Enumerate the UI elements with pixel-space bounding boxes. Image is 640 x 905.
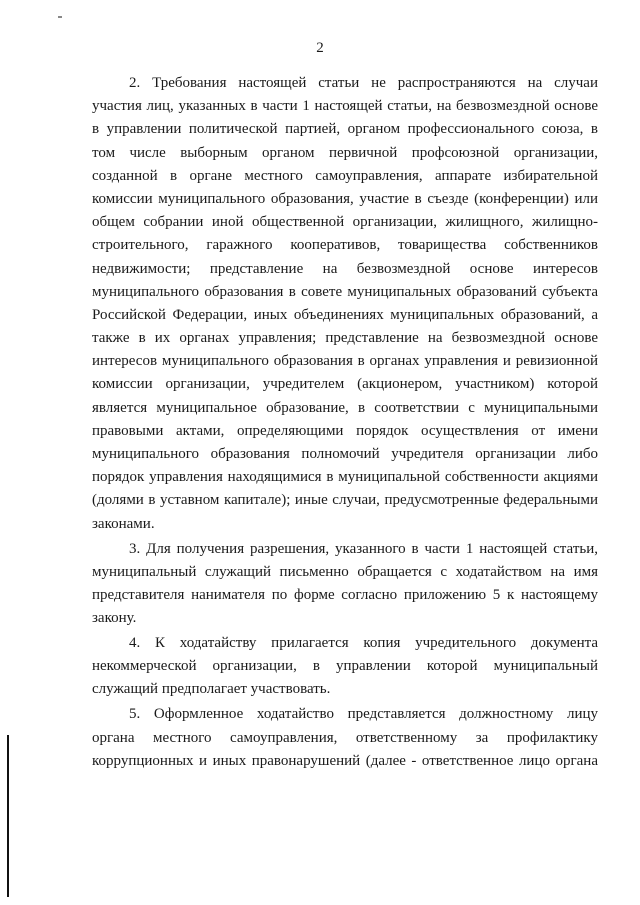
text-line: законами.: [92, 515, 155, 532]
paragraph-p4: [92, 632, 598, 702]
text-line: созданной в органе местного самоуправления, аппарате избирательной: [92, 167, 598, 184]
text-line: строительного, гаражного кооперативов, товарищества собственников: [92, 237, 598, 254]
text-line: муниципального образования полномочий учредителя организации либо: [92, 446, 598, 462]
text-line: муниципального образования в совете муниципальных образований субъекта: [92, 283, 598, 300]
text-line: том числе выборным органом первичной профсоюзной организации,: [92, 144, 598, 161]
text-line: закону.: [92, 610, 137, 627]
paragraph-p2: [92, 72, 598, 536]
text-line: является муниципальное образование, в соответствии с муниципальными: [92, 399, 598, 416]
text-line: 4. К ходатайству прилагается копия учредительного документа: [129, 635, 598, 652]
text-line: муниципальный служащий письменно обращается с ходатайством на имя: [92, 563, 598, 580]
text-line: комиссии муниципального образования, участие в съезде (конференции) или: [92, 190, 598, 207]
text-line: представителя нанимателя по форме согласно приложению 5 к настоящему: [92, 586, 598, 603]
text-line: в управлении политической партией, органом профессионального союза, в: [92, 121, 598, 138]
text-line: 2. Требования настоящей статьи не распространяются на случаи: [129, 75, 598, 91]
text-line: общем собрании иной общественной организации, жилищного, жилищно-: [92, 214, 598, 231]
text-line: комиссии организации, учредителем (акционером, участником) которой: [92, 376, 598, 393]
document-body: [92, 72, 598, 773]
text-line: некоммерческой организации, в управлении которой муниципальный: [92, 658, 598, 675]
text-line: участия лиц, указанных в части 1 настоящей статьи, на безвозмездной основе: [92, 98, 598, 115]
text-line: также в их органах управления; представление на безвозмездной основе: [92, 330, 598, 347]
text-line: служащий предполагает участвовать.: [92, 681, 331, 698]
text-line: правовыми актами, определяющими порядок осуществления от имени: [92, 422, 598, 439]
margin-line: [7, 735, 9, 897]
text-line: недвижимости; представление на безвозмездной основе интересов: [92, 260, 598, 277]
page-number: 2: [316, 40, 324, 56]
text-line: (долями в уставном капитале); иные случаи, предусмотренные федеральными: [92, 492, 598, 509]
text-line: 5. Оформленное ходатайство представляется должностному лицу: [129, 706, 598, 723]
text-line: Российской Федерации, иных объединениях муниципальных образований, а: [92, 306, 598, 323]
text-line: интересов муниципального образования в органах управления и ревизионной: [92, 353, 598, 370]
paragraph-p5: [92, 703, 598, 773]
scan-mark: [58, 16, 62, 18]
text-line: коррупционных и иных правонарушений (далее - ответственное лицо органа: [92, 752, 598, 769]
text-line: органа местного самоуправления, ответственному за профилактику: [92, 729, 598, 746]
paragraph-p3: [92, 538, 598, 631]
text-line: порядок управления находящимися в муниципальной собственности акциями: [92, 469, 598, 486]
text-line: 3. Для получения разрешения, указанного в части 1 настоящей статьи,: [129, 540, 598, 557]
